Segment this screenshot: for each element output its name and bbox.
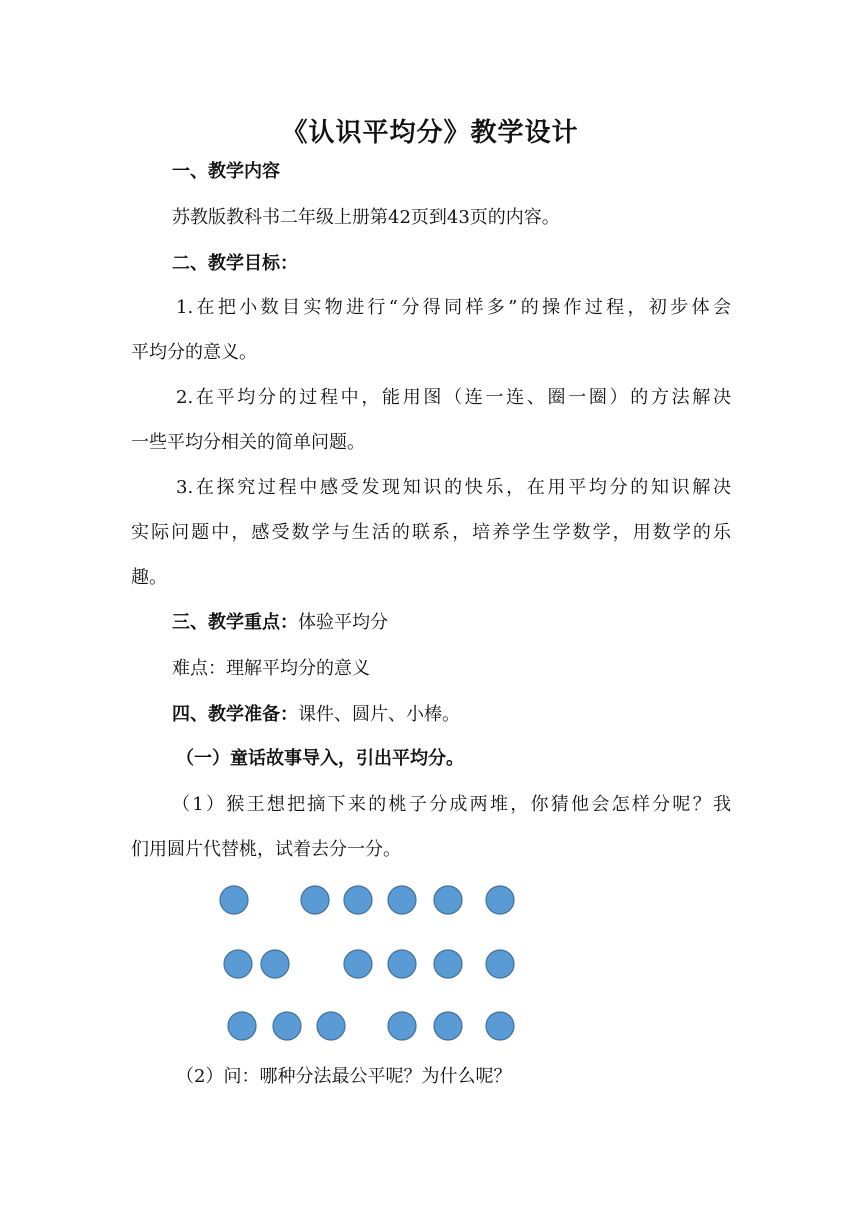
goal-2-line-1: 2.在平均分的过程中，能用图（连一连、圈一圈）的方法解决 <box>176 387 731 408</box>
section-text-content: 苏教版教科书二年级上册第42页到43页的内容。 <box>172 207 560 228</box>
circle-token <box>228 1012 256 1040</box>
goal-3-line-1: 3.在探究过程中感受发现知识的快乐，在用平均分的知识解决 <box>176 477 731 498</box>
part-1-heading: （一）童话故事导入，引出平均分。 <box>176 748 464 769</box>
circle-token <box>220 886 248 914</box>
difficulty-text: 理解平均分的意义 <box>226 658 370 679</box>
section-heading-content: 一、教学内容 <box>172 161 280 182</box>
goal-3-line-2: 实际问题中，感受数学与生活的联系，培养学生学数学，用数学的乐 <box>131 522 731 543</box>
difficulty-label: 难点： <box>172 658 226 679</box>
circle-token <box>388 1012 416 1040</box>
circle-token <box>344 950 372 978</box>
circle-token <box>486 1012 514 1040</box>
goal-3-line-3: 趣。 <box>131 567 167 588</box>
preparation-heading: 四、教学准备： <box>172 704 298 725</box>
goal-2-line-2: 一些平均分相关的简单问题。 <box>131 432 365 453</box>
circle-token <box>344 886 372 914</box>
circle-token <box>224 950 252 978</box>
circle-token <box>273 1012 301 1040</box>
question-1-line-1: （1）猴王想把摘下来的桃子分成两堆，你猜他会怎样分呢？我 <box>172 794 731 815</box>
circle-token <box>317 1012 345 1040</box>
circle-token <box>434 950 462 978</box>
circle-token <box>301 886 329 914</box>
question-2: （2）问：哪种分法最公平呢？为什么呢？ <box>176 1066 512 1087</box>
circle-token <box>388 950 416 978</box>
page-title: 《认识平均分》教学设计 <box>281 118 579 148</box>
circle-token <box>434 886 462 914</box>
circle-token <box>486 950 514 978</box>
circle-token <box>261 950 289 978</box>
goal-1-line-2: 平均分的意义。 <box>131 342 257 363</box>
question-1-line-2: 们用圆片代替桃，试着去分一分。 <box>131 839 401 860</box>
key-points-text: 体验平均分 <box>298 612 388 633</box>
goal-1-line-1: 1.在把小数目实物进行“分得同样多”的操作过程，初步体会 <box>176 297 731 318</box>
circle-token <box>388 886 416 914</box>
circle-token <box>486 886 514 914</box>
key-points-heading: 三、教学重点： <box>172 612 298 633</box>
circle-token <box>434 1012 462 1040</box>
section-heading-goals: 二、教学目标： <box>172 253 298 274</box>
preparation-text: 课件、圆片、小棒。 <box>298 704 460 725</box>
